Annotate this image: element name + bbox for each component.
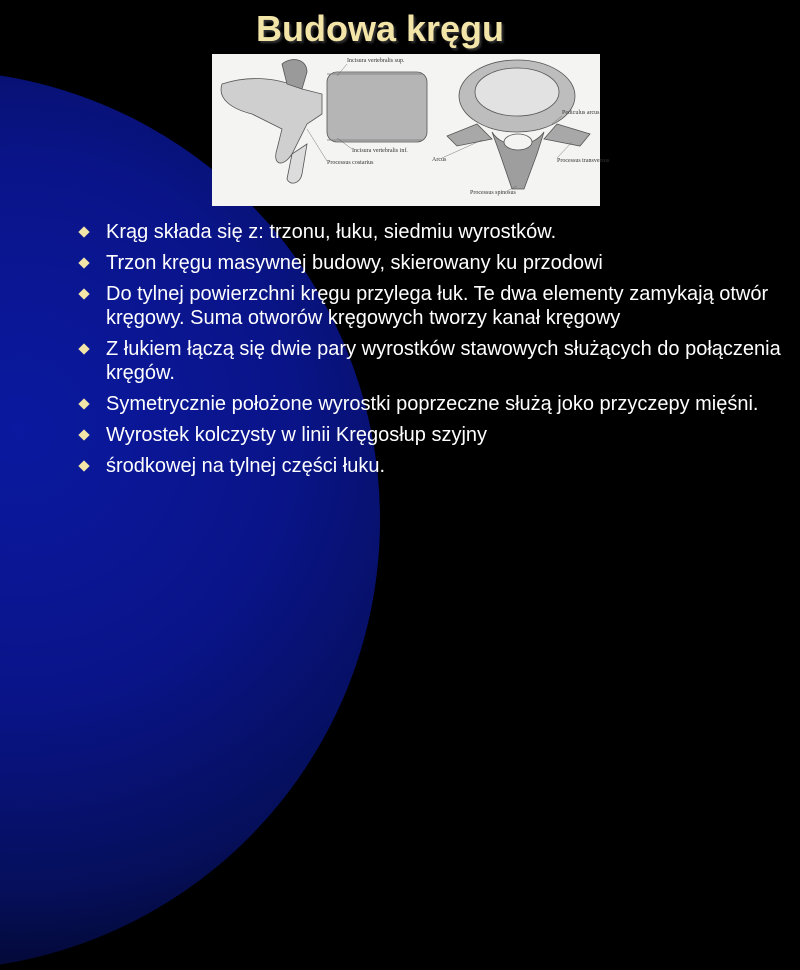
label-pediculus: Pediculus arcus <box>562 110 600 116</box>
bullet-text: Wyrostek kolczysty w linii Kręgosłup szyjny <box>106 424 488 446</box>
vertebra-superior-view <box>447 60 590 189</box>
bullet-text: Symetrycznie położone wyrostki poprzeczne służą joko przyczepy mięśni. <box>106 393 759 415</box>
label-arcus: Arcus <box>432 157 447 163</box>
vertebra-illustration <box>212 54 610 206</box>
label-processus-costarius: Processus costarius <box>327 160 374 166</box>
label-incisura-inf: Incisura vertebralis inf. <box>352 148 408 154</box>
diamond-bullet-icon <box>78 398 89 409</box>
bullet-item <box>78 392 783 416</box>
diamond-bullet-icon <box>78 257 89 268</box>
bullet-text: Do tylnej powierzchni kręgu przylega łuk. Te dwa elementy zamykają otwór kręgowy. Suma otworów kręgowych tworzy kanał kręgowy <box>106 283 769 329</box>
bullet-text: Krąg składa się z: trzonu, łuku, siedmiu wyrostków. <box>106 221 557 243</box>
bullet-item <box>78 454 783 478</box>
label-processus-transversus: Processus transversus <box>557 158 610 164</box>
diamond-bullet-icon <box>78 343 89 354</box>
bullet-item <box>78 282 783 330</box>
diamond-bullet-icon <box>78 288 89 299</box>
bullet-item <box>78 423 783 447</box>
vertebra-lateral-view <box>221 60 427 184</box>
bullet-text: środkowej na tylnej części łuku. <box>106 455 386 477</box>
diamond-bullet-icon <box>78 226 89 237</box>
bullet-item <box>78 251 783 275</box>
label-processus-spinosus: Processus spinosus <box>470 190 516 196</box>
diamond-bullet-icon <box>78 460 89 471</box>
slide-title: Budowa kręgu <box>255 8 505 49</box>
bullet-text: Trzon kręgu masywnej budowy, skierowany ku przodowi <box>106 252 603 274</box>
bullet-item <box>78 337 783 385</box>
label-incisura-sup: Incisura vertebralis sup. <box>347 58 405 64</box>
bullet-list <box>78 220 783 485</box>
vertebra-drawing <box>212 54 610 206</box>
bullet-text: Z łukiem łączą się dwie pary wyrostków stawowych służących do połączenia kręgów. <box>106 338 781 384</box>
diamond-bullet-icon <box>78 429 89 440</box>
bullet-item <box>78 220 783 244</box>
